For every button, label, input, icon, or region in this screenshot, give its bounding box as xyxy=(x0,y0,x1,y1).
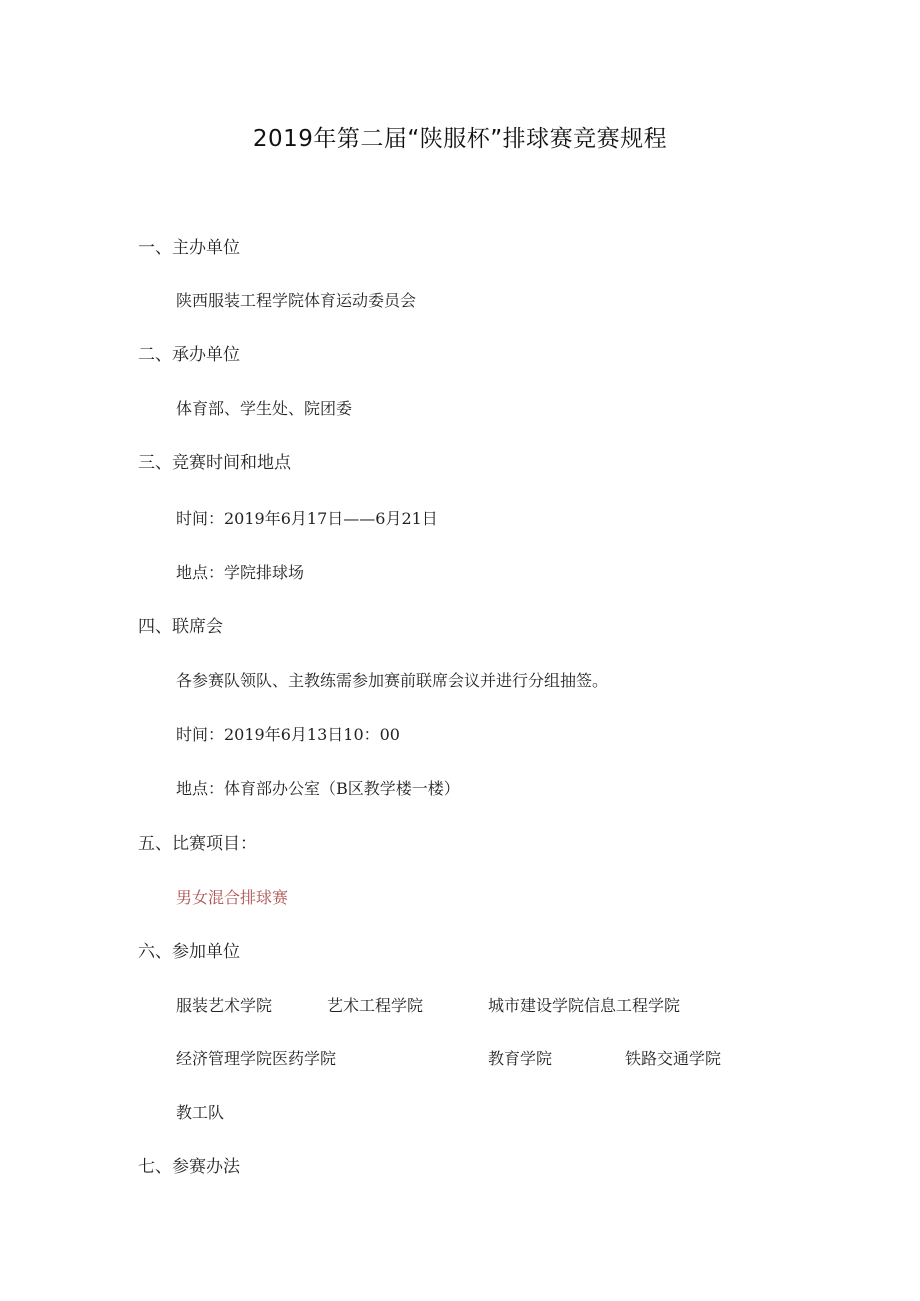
section-heading-participants: 六、参加单位 xyxy=(138,942,240,962)
participant-unit: 服装艺术学院 xyxy=(176,996,273,1015)
section-heading-rules: 七、参赛办法 xyxy=(138,1157,240,1177)
joint-meeting-place: 地点：体育部办公室（B区教学楼一楼） xyxy=(176,779,460,798)
participant-unit: 城市建设学院信息工程学院 xyxy=(488,996,681,1015)
document-title: 2019年第二届“陕服杯”排球赛竞赛规程 xyxy=(252,126,668,152)
joint-meeting-description: 各参赛队领队、主教练需参加赛前联席会议并进行分组抽签。 xyxy=(176,671,609,690)
organizer-text: 陕西服装工程学院体育运动委员会 xyxy=(176,291,417,310)
section-heading-host: 二、承办单位 xyxy=(138,345,240,365)
section-heading-events: 五、比赛项目： xyxy=(138,834,257,854)
section-heading-time-place: 三、竞赛时间和地点 xyxy=(138,453,291,473)
participant-unit: 铁路交通学院 xyxy=(625,1049,722,1068)
joint-meeting-time: 时间：2019年6月13日10：00 xyxy=(176,725,400,744)
participant-unit: 经济管理学院医药学院 xyxy=(176,1049,337,1068)
participant-unit: 教育学院 xyxy=(488,1049,553,1068)
competition-place: 地点：学院排球场 xyxy=(176,563,305,582)
section-heading-organizer: 一、主办单位 xyxy=(138,238,240,258)
participant-unit: 艺术工程学院 xyxy=(327,996,424,1015)
host-text: 体育部、学生处、院团委 xyxy=(176,399,353,418)
competition-time: 时间：2019年6月17日——6月21日 xyxy=(176,509,438,528)
section-heading-joint-meeting: 四、联席会 xyxy=(138,617,223,637)
event-name: 男女混合排球赛 xyxy=(176,888,289,907)
participant-unit: 教工队 xyxy=(176,1103,225,1122)
